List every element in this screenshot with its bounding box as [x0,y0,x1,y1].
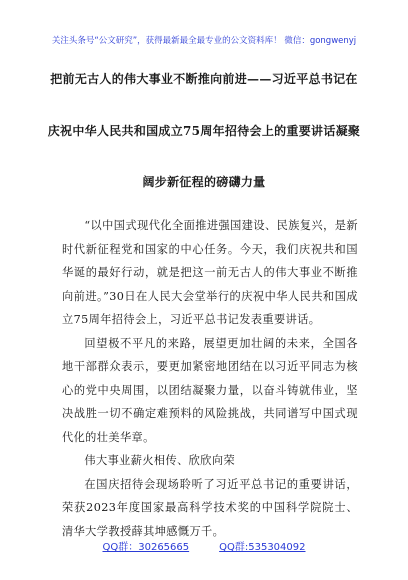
footer [0,538,408,553]
body-paragraph: 回望极不平凡的来路，展望更加壮阔的未来，全国各地干部群众表示，要更加紧密地团结在以习近平同志为核心的党中央周围，以团结凝聚力量，以奋斗铸就伟业，坚决战胜一切不确定难预料的风险挑战，共同谱写中国式现代化的壮美华章。 [62,336,358,444]
header-banner: 关注头条号“公文研究”，获得最新最全最专业的公文资料库！ 微信：gongwenyj [51,36,357,46]
body-paragraph: 在国庆招待会现场聆听了习近平总书记的重要讲话，荣获2023年度国家最高科学技术奖的中国科学院院士、清华大学教授薛其坤感慨万千。 [62,477,358,538]
document-title-line-3: 阔步新征程的磅礴力量 [142,175,266,189]
document-title-line-1: 把前无古人的伟大事业不断推向前进——习近平总书记在 [50,72,358,86]
footer-qq-group-1: QQ群：30265665 [102,542,190,553]
footer-qq-group-2: QQ群:535304092 [219,542,306,553]
section-subheading: 伟大事业薪火相传、欣欣向荣 [84,454,236,467]
body-paragraph: “以中国式现代化全面推进强国建设、民族复兴，是新时代新征程党和国家的中心任务。今天，我们庆祝共和国华诞的最好行动，就是把这一前无古人的伟大事业不断推向前进。”30日在人民大会堂举行的庆祝中华人民共和国成立75周年招待会上，习近平总书记发表重要讲话。 [62,219,358,326]
document-body [62,214,358,543]
document-title-line-2: 庆祝中华人民共和国成立75周年招待会上的重要讲话凝聚 [47,124,361,138]
